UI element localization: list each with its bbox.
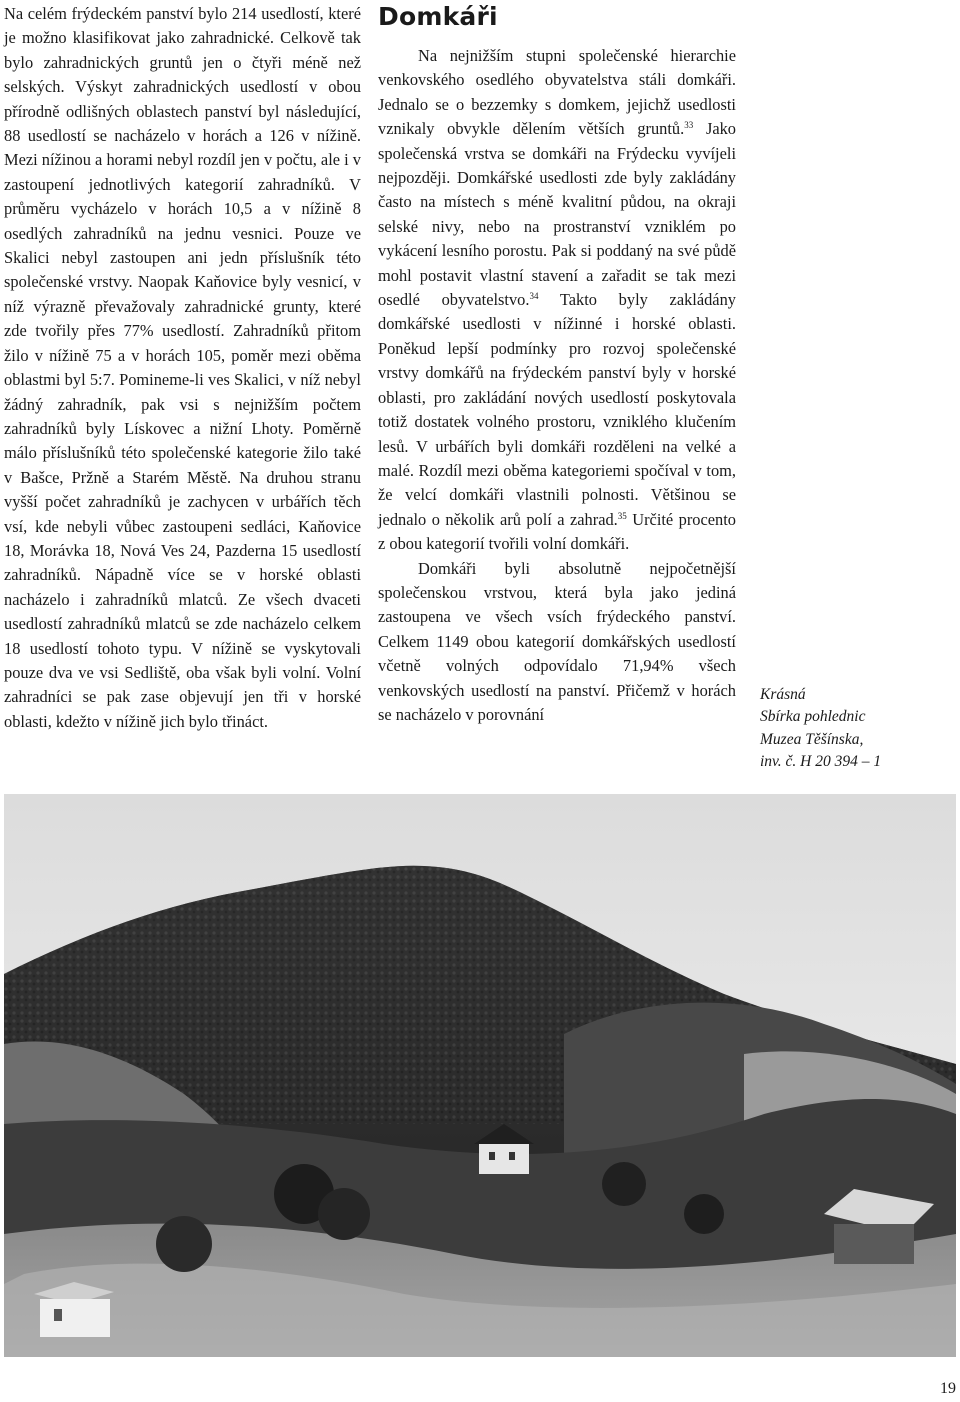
caption-line: Krásná	[760, 686, 806, 703]
paragraph-text: Takto byly zakládány domkářské usedlosti v nížinné i horské oblasti. Poněkud lepší podmínky pro rozvoj společenské vrstvy domkářů na frýdeckém panství byly v horské oblasti, pro zakládání nových usedlostí poskytovala totiž dostatek volného prostoru, vzniklého klučením lesů. V urbářích byli domkáři rozděleni na velké a malé. Rozdíl mezi oběma kategoriemi spočíval v tom, že velcí domkáři vlastnili polnosti. Většinou se jednalo o několik arů polí a zahrad.	[378, 290, 736, 529]
middle-paragraph-2: Domkáři byli absolutně nejpočetnější společenskou vrstvou, která byla jako jediná zastoupena ve všech vsích frýdeckého panství. Celkem 1149 obou kategorií domkářských usedlostí včetně volných odpovídalo 71,94% všech venkovských usedlostí na panství. Přičemž v horách se nacházelo v porovnání	[378, 558, 736, 724]
paragraph-text: Na nejnižším stupni společenské hierarchie venkovského osedlého obyvatelstva stáli domkáři. Jednalo se o bezzemky s domkem, jejichž usedlosti vznikaly obvykle dělením větších gruntů.	[378, 46, 736, 139]
paragraph-text: Jako společenská vrstva se domkáři na Frýdecku vyvíjeli nejpozději. Domkářské usedlosti zde byly zakládány často na místech s méně kvalitní půdou, na okraji selské nivy, nebo na prostranství vzniklém po vykácení lesního porostu. Pak si poddaný na své půdě mohl postavit vlastní stavení a zařadit se tak mezi osedlé obyvatelstvo.	[378, 119, 736, 310]
middle-paragraph-1	[378, 44, 736, 557]
paragraph-text: Určité procento z obou kategorií tvořili volní domkáři.	[378, 509, 736, 554]
left-paragraph: Na celém frýdeckém panství bylo 214 usedlostí, které je možno klasifikovat jako zahradnické. Celkově tak bylo zahradnických gruntů jen o čtyři méně než selských. Výskyt zahradnických usedlostí v obou přírodně odlišných oblastech panství byl následující, 88 usedlostí se nacházelo v horách a 126 v nížině. Mezi nížinou a horami nebyl rozdíl jen v počtu, ale i v zastoupení jednotlivých kategorií zahradníků. V průměru vycházelo v horách 10,5 a v nížině 8 osedlých zahradníků na jednu vesnici. Pouze ve Skalici nebyl zastoupen ani jedn příslušník této společenské vrstvy. Naopak Kaňovice byly vesnicí, v níž výrazně převažovaly zahradnické grunty, které zde tvořily přes 77% usedlostí. Zahradníků přitom žilo v nížině 75 a v horách 105, poměr mezi oběma oblastmi byl 5:7. Pomineme-li ves Skalici, v níž nebyl žádný zahradník, pak vsi s nejnižším počtem zahradníků byly Lískovec a nižní Lhoty. Poměrně málo příslušníků této společenské kategorie žilo také v Bašce, Pržně a Starém Městě. Na druhou stranu vyšší počet zahradníků je zachycen v urbářích těch vsí, kde nebyli vůbec zastoupeni sedláci, Kaňovice 18, Morávka 18, Nová Ves 24, Pazderna 15 usedlostí zahradníků. Nápadně více se v horské oblasti nacházelo i zahradníků mlatců. Ze všech dvaceti usedlostí zahradníků mlatců se zde nacházelo celkem 18 usedlostí tohoto typu. V nížině se vyskytovali pouze dva ve vsi Sedliště, oba však byli volní. Volní zahradníci se pak zase objevují jen tři v horské oblasti, kdežto v nížině jich bylo třináct.	[4, 4, 361, 731]
caption-line: Sbírka pohlednic	[760, 708, 866, 726]
caption-line: inv. č. H 20 394 – 1	[760, 753, 882, 771]
footnote-ref-35: 35	[617, 510, 627, 521]
section-heading: Domkáři	[378, 2, 498, 31]
middle-text-column	[378, 2, 736, 727]
landscape-photo	[4, 794, 956, 1357]
left-text-column	[4, 2, 361, 734]
landscape-illustration	[4, 794, 956, 1357]
footnote-ref-33: 33	[684, 120, 694, 131]
page-number: 19	[940, 1380, 956, 1397]
photo-caption	[760, 684, 956, 774]
caption-line: Muzea Těšínska,	[760, 730, 864, 748]
footnote-ref-34: 34	[529, 291, 539, 302]
